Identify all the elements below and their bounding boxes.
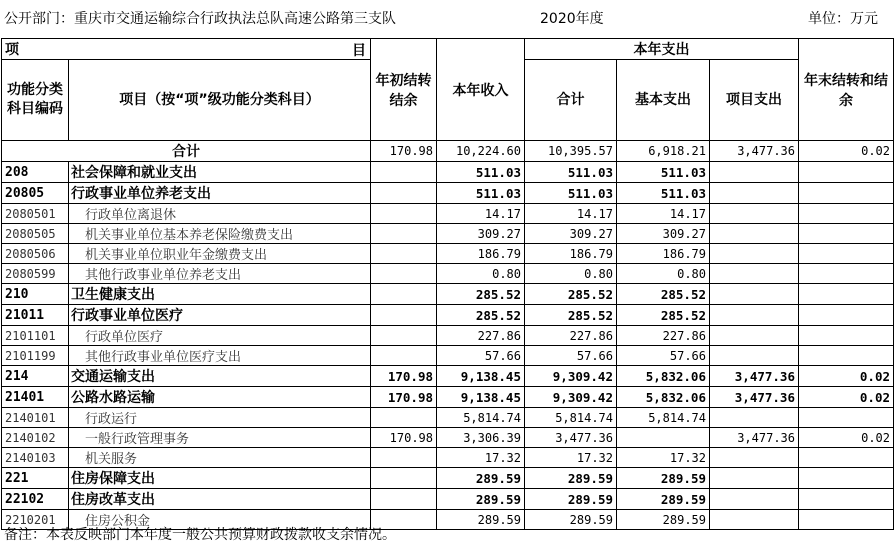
func-code-cell: 208 <box>2 162 69 183</box>
expense-project-cell <box>710 284 799 305</box>
expense-project-cell <box>710 489 799 510</box>
total-income: 10,224.60 <box>437 141 525 162</box>
end-balance-cell: 0.02 <box>799 387 894 408</box>
table-row <box>2 305 894 326</box>
expense-project-cell <box>710 224 799 244</box>
end-balance-cell <box>799 510 894 530</box>
func-code-cell: 2210201 <box>2 510 69 530</box>
total-expense-basic: 6,918.21 <box>617 141 710 162</box>
item-name-cell: 住房改革支出 <box>69 489 371 510</box>
header-end-balance: 年末结转和结余 <box>799 39 894 141</box>
expense-project-cell <box>710 346 799 366</box>
item-name-cell: 卫生健康支出 <box>69 284 371 305</box>
income-cell: 57.66 <box>437 346 525 366</box>
expense-total-cell: 57.66 <box>525 346 617 366</box>
expense-total-cell: 289.59 <box>525 510 617 530</box>
income-cell: 309.27 <box>437 224 525 244</box>
header-expense-total: 合计 <box>525 60 617 141</box>
table-row <box>2 264 894 284</box>
expense-basic-cell: 289.59 <box>617 468 710 489</box>
expense-total-cell: 0.80 <box>525 264 617 284</box>
expense-project-cell <box>710 183 799 204</box>
end-balance-cell <box>799 346 894 366</box>
func-code-cell: 214 <box>2 366 69 387</box>
header-income: 本年收入 <box>437 39 525 141</box>
func-code-cell: 21011 <box>2 305 69 326</box>
header-expense-group: 本年支出 <box>525 39 799 60</box>
department-label: 公开部门：重庆市交通运输综合行政执法总队高速公路第三支队 <box>4 11 396 27</box>
expense-project-cell <box>710 264 799 284</box>
income-cell: 289.59 <box>437 510 525 530</box>
table-row <box>2 326 894 346</box>
total-end: 0.02 <box>799 141 894 162</box>
item-name-cell: 一般行政管理事务 <box>69 428 371 448</box>
item-name-cell: 行政事业单位医疗 <box>69 305 371 326</box>
footnote: 备注：本表反映部门本年度一般公共预算财政拨款收支余情况。 <box>4 527 396 543</box>
table-row <box>2 468 894 489</box>
begin-balance-cell <box>371 408 437 428</box>
expense-basic-cell: 289.59 <box>617 489 710 510</box>
expense-total-cell: 227.86 <box>525 326 617 346</box>
item-name-cell: 机关事业单位职业年金缴费支出 <box>69 244 371 264</box>
budget-table <box>1 38 894 530</box>
item-name-cell: 行政单位离退休 <box>69 204 371 224</box>
begin-balance-cell: 170.98 <box>371 366 437 387</box>
fiscal-year-label: 2020年度 <box>540 11 604 27</box>
expense-basic-cell: 227.86 <box>617 326 710 346</box>
expense-total-cell: 17.32 <box>525 448 617 468</box>
begin-balance-cell <box>371 489 437 510</box>
expense-basic-cell: 5,814.74 <box>617 408 710 428</box>
end-balance-cell <box>799 244 894 264</box>
end-balance-cell <box>799 284 894 305</box>
item-name-cell: 交通运输支出 <box>69 366 371 387</box>
expense-total-cell: 186.79 <box>525 244 617 264</box>
expense-basic-cell: 5,832.06 <box>617 387 710 408</box>
total-expense-project: 3,477.36 <box>710 141 799 162</box>
item-name-cell: 住房公积金 <box>69 510 371 530</box>
expense-total-cell: 9,309.42 <box>525 387 617 408</box>
income-cell: 9,138.45 <box>437 366 525 387</box>
expense-project-cell <box>710 162 799 183</box>
begin-balance-cell <box>371 162 437 183</box>
end-balance-cell <box>799 448 894 468</box>
end-balance-cell <box>799 489 894 510</box>
end-balance-cell <box>799 224 894 244</box>
begin-balance-cell <box>371 244 437 264</box>
table-row <box>2 204 894 224</box>
header-expense-project: 项目支出 <box>710 60 799 141</box>
func-code-cell: 2080506 <box>2 244 69 264</box>
expense-project-cell <box>710 305 799 326</box>
begin-balance-cell <box>371 183 437 204</box>
total-expense-total: 10,395.57 <box>525 141 617 162</box>
income-cell: 5,814.74 <box>437 408 525 428</box>
begin-balance-cell <box>371 468 437 489</box>
end-balance-cell <box>799 326 894 346</box>
expense-total-cell: 9,309.42 <box>525 366 617 387</box>
income-cell: 9,138.45 <box>437 387 525 408</box>
begin-balance-cell <box>371 305 437 326</box>
total-label: 合计 <box>2 141 371 162</box>
begin-balance-cell <box>371 448 437 468</box>
item-name-cell: 机关服务 <box>69 448 371 468</box>
table-row <box>2 244 894 264</box>
item-name-cell: 行政运行 <box>69 408 371 428</box>
income-cell: 285.52 <box>437 305 525 326</box>
expense-project-cell: 3,477.36 <box>710 428 799 448</box>
table-row <box>2 162 894 183</box>
func-code-cell: 2101101 <box>2 326 69 346</box>
end-balance-cell <box>799 183 894 204</box>
expense-total-cell: 14.17 <box>525 204 617 224</box>
income-cell: 511.03 <box>437 162 525 183</box>
expense-basic-cell: 511.03 <box>617 162 710 183</box>
table-row <box>2 183 894 204</box>
begin-balance-cell <box>371 224 437 244</box>
header-item-name: 项目（按“项”级功能分类科目） <box>69 60 371 141</box>
expense-total-cell: 285.52 <box>525 284 617 305</box>
expense-total-cell: 309.27 <box>525 224 617 244</box>
end-balance-cell: 0.02 <box>799 428 894 448</box>
expense-total-cell: 3,477.36 <box>525 428 617 448</box>
begin-balance-cell <box>371 284 437 305</box>
total-begin: 170.98 <box>371 141 437 162</box>
begin-balance-cell: 170.98 <box>371 428 437 448</box>
expense-basic-cell: 57.66 <box>617 346 710 366</box>
income-cell: 3,306.39 <box>437 428 525 448</box>
end-balance-cell <box>799 264 894 284</box>
expense-basic-cell: 309.27 <box>617 224 710 244</box>
func-code-cell: 2080501 <box>2 204 69 224</box>
income-cell: 227.86 <box>437 326 525 346</box>
end-balance-cell <box>799 305 894 326</box>
expense-project-cell <box>710 326 799 346</box>
table-row <box>2 284 894 305</box>
header-xiangmu <box>2 39 371 60</box>
func-code-cell: 2140101 <box>2 408 69 428</box>
end-balance-cell <box>799 204 894 224</box>
expense-project-cell <box>710 468 799 489</box>
item-name-cell: 住房保障支出 <box>69 468 371 489</box>
func-code-cell: 2140103 <box>2 448 69 468</box>
item-name-cell: 公路水路运输 <box>69 387 371 408</box>
expense-basic-cell: 285.52 <box>617 305 710 326</box>
income-cell: 186.79 <box>437 244 525 264</box>
end-balance-cell <box>799 468 894 489</box>
end-balance-cell <box>799 162 894 183</box>
header-xiang: 项 <box>5 42 19 58</box>
expense-total-cell: 285.52 <box>525 305 617 326</box>
begin-balance-cell <box>371 326 437 346</box>
expense-project-cell: 3,477.36 <box>710 387 799 408</box>
table-row <box>2 346 894 366</box>
income-cell: 0.80 <box>437 264 525 284</box>
end-balance-cell: 0.02 <box>799 366 894 387</box>
begin-balance-cell <box>371 346 437 366</box>
end-balance-cell <box>799 408 894 428</box>
header-mu: 目 <box>352 43 366 59</box>
func-code-cell: 2080505 <box>2 224 69 244</box>
func-code-cell: 2080599 <box>2 264 69 284</box>
table-row <box>2 366 894 387</box>
table-row <box>2 428 894 448</box>
expense-basic-cell: 289.59 <box>617 510 710 530</box>
expense-total-cell: 289.59 <box>525 489 617 510</box>
item-name-cell: 其他行政事业单位养老支出 <box>69 264 371 284</box>
income-cell: 511.03 <box>437 183 525 204</box>
expense-basic-cell: 17.32 <box>617 448 710 468</box>
expense-total-cell: 511.03 <box>525 183 617 204</box>
begin-balance-cell <box>371 204 437 224</box>
header-expense-basic: 基本支出 <box>617 60 710 141</box>
item-name-cell: 其他行政事业单位医疗支出 <box>69 346 371 366</box>
table-row <box>2 224 894 244</box>
expense-total-cell: 289.59 <box>525 468 617 489</box>
expense-project-cell: 3,477.36 <box>710 366 799 387</box>
begin-balance-cell <box>371 264 437 284</box>
func-code-cell: 21401 <box>2 387 69 408</box>
table-row <box>2 408 894 428</box>
expense-project-cell <box>710 448 799 468</box>
header-func-code: 功能分类科目编码 <box>2 60 69 141</box>
expense-basic-cell: 0.80 <box>617 264 710 284</box>
func-code-cell: 221 <box>2 468 69 489</box>
expense-total-cell: 511.03 <box>525 162 617 183</box>
expense-basic-cell: 5,832.06 <box>617 366 710 387</box>
table-row <box>2 489 894 510</box>
item-name-cell: 行政单位医疗 <box>69 326 371 346</box>
expense-basic-cell: 285.52 <box>617 284 710 305</box>
expense-basic-cell <box>617 428 710 448</box>
income-cell: 289.59 <box>437 468 525 489</box>
func-code-cell: 20805 <box>2 183 69 204</box>
unit-label: 单位：万元 <box>808 11 878 27</box>
income-cell: 17.32 <box>437 448 525 468</box>
table-row <box>2 448 894 468</box>
expense-project-cell <box>710 244 799 264</box>
total-row <box>2 141 894 162</box>
func-code-cell: 2101199 <box>2 346 69 366</box>
expense-basic-cell: 511.03 <box>617 183 710 204</box>
income-cell: 14.17 <box>437 204 525 224</box>
expense-project-cell <box>710 204 799 224</box>
expense-project-cell <box>710 510 799 530</box>
header-begin-balance: 年初结转结余 <box>371 39 437 141</box>
expense-total-cell: 5,814.74 <box>525 408 617 428</box>
begin-balance-cell: 170.98 <box>371 387 437 408</box>
table-row <box>2 387 894 408</box>
report-header <box>0 0 895 38</box>
expense-basic-cell: 14.17 <box>617 204 710 224</box>
func-code-cell: 2140102 <box>2 428 69 448</box>
item-name-cell: 社会保障和就业支出 <box>69 162 371 183</box>
expense-project-cell <box>710 408 799 428</box>
item-name-cell: 行政事业单位养老支出 <box>69 183 371 204</box>
func-code-cell: 210 <box>2 284 69 305</box>
func-code-cell: 22102 <box>2 489 69 510</box>
expense-basic-cell: 186.79 <box>617 244 710 264</box>
income-cell: 289.59 <box>437 489 525 510</box>
item-name-cell: 机关事业单位基本养老保险缴费支出 <box>69 224 371 244</box>
income-cell: 285.52 <box>437 284 525 305</box>
